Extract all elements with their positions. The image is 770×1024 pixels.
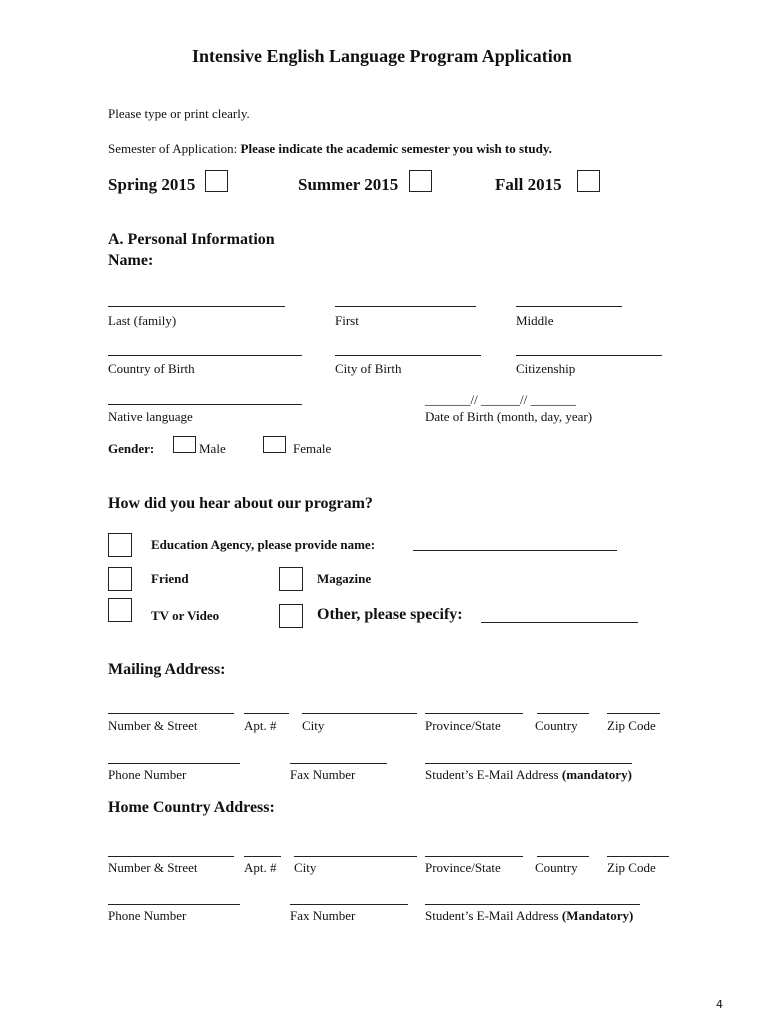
mailing-province-label: Province/State [425, 718, 501, 733]
home-apt-label: Apt. # [244, 860, 277, 875]
home-phone-line[interactable] [108, 904, 240, 905]
semester-label [108, 141, 552, 157]
referral-heading: How did you hear about our program? [108, 495, 373, 512]
mailing-apt-label: Apt. # [244, 718, 277, 733]
mailing-email-label-text: Student’s E-Mail Address [425, 767, 559, 782]
city-of-birth-line[interactable] [335, 355, 481, 356]
personal-info-heading: A. Personal Information [108, 231, 275, 248]
referral-friend-checkbox[interactable] [108, 567, 132, 591]
mailing-address-heading: Mailing Address: [108, 661, 226, 678]
semester-prompt: Please indicate the academic semester you wish to study. [240, 141, 552, 156]
semester-option-spring-label: Spring 2015 [108, 175, 196, 194]
referral-friend-label: Friend [151, 571, 189, 586]
referral-tv-label: TV or Video [151, 608, 220, 623]
mailing-city-line[interactable] [302, 713, 417, 714]
mailing-street-line[interactable] [108, 713, 234, 714]
referral-other-checkbox[interactable] [279, 604, 303, 628]
referral-tv-checkbox[interactable] [108, 598, 132, 622]
home-city-line[interactable] [294, 856, 417, 857]
home-street-label: Number & Street [108, 860, 198, 875]
mailing-city-label: City [302, 718, 325, 733]
home-fax-label: Fax Number [290, 908, 356, 923]
mailing-phone-line[interactable] [108, 763, 240, 764]
home-email-label [425, 908, 633, 924]
native-language-label: Native language [108, 409, 193, 424]
gender-male-checkbox[interactable] [173, 436, 196, 453]
city-of-birth-label: City of Birth [335, 361, 402, 376]
referral-agency-label: Education Agency, please provide name: [151, 537, 376, 552]
semester-spring-checkbox[interactable] [205, 170, 228, 192]
mailing-country-label: Country [535, 718, 578, 733]
referral-agency-checkbox[interactable] [108, 533, 132, 557]
semester-option-summer-label: Summer 2015 [298, 175, 399, 194]
last-name-line[interactable] [108, 306, 285, 307]
native-language-line[interactable] [108, 404, 302, 405]
home-email-mandatory: (Mandatory) [561, 908, 634, 923]
home-province-line[interactable] [425, 856, 523, 857]
last-name-label: Last (family) [108, 313, 177, 328]
home-country-label: Country [535, 860, 578, 875]
gender-female-checkbox[interactable] [263, 436, 286, 453]
home-zip-line[interactable] [607, 856, 669, 857]
mailing-zip-line[interactable] [607, 713, 660, 714]
home-country-line[interactable] [537, 856, 589, 857]
home-city-label: City [294, 860, 317, 875]
middle-name-line[interactable] [516, 306, 622, 307]
country-of-birth-line[interactable] [108, 355, 302, 356]
home-province-label: Province/State [425, 860, 501, 875]
gender-label: Gender: [108, 441, 155, 456]
middle-name-label: Middle [516, 313, 554, 328]
semester-option-fall-label: Fall 2015 [495, 175, 562, 194]
mailing-zip-label: Zip Code [607, 718, 656, 733]
citizenship-label: Citizenship [516, 361, 576, 376]
mailing-fax-line[interactable] [290, 763, 387, 764]
mailing-email-mandatory: (mandatory) [561, 767, 632, 782]
home-phone-label: Phone Number [108, 908, 187, 923]
page-title: Intensive English Language Program Application [192, 46, 572, 66]
first-name-label: First [335, 313, 359, 328]
gender-male-label: Male [199, 441, 226, 456]
first-name-line[interactable] [335, 306, 476, 307]
referral-magazine-checkbox[interactable] [279, 567, 303, 591]
semester-fall-checkbox[interactable] [577, 170, 600, 192]
home-street-line[interactable] [108, 856, 234, 857]
home-apt-line[interactable] [244, 856, 281, 857]
home-zip-label: Zip Code [607, 860, 656, 875]
home-email-label-text: Student’s E-Mail Address [425, 908, 559, 923]
name-heading: Name: [108, 252, 154, 269]
mailing-fax-label: Fax Number [290, 767, 356, 782]
semester-summer-checkbox[interactable] [409, 170, 432, 192]
gender-female-label: Female [293, 441, 332, 456]
instructions-text: Please type or print clearly. [108, 106, 250, 121]
mailing-email-line[interactable] [425, 763, 632, 764]
referral-magazine-label: Magazine [317, 571, 372, 586]
mailing-street-label: Number & Street [108, 718, 198, 733]
referral-other-line[interactable] [481, 622, 638, 623]
semester-label-text: Semester of Application: [108, 141, 238, 156]
mailing-country-line[interactable] [537, 713, 589, 714]
page-number: 4 [716, 998, 723, 1011]
date-of-birth-label: Date of Birth (month, day, year) [425, 409, 593, 424]
mailing-email-label [425, 767, 632, 783]
country-of-birth-label: Country of Birth [108, 361, 195, 376]
mailing-phone-label: Phone Number [108, 767, 187, 782]
referral-agency-name-line[interactable] [413, 550, 617, 551]
referral-other-label: Other, please specify: [317, 606, 463, 623]
home-address-heading: Home Country Address: [108, 799, 275, 816]
date-of-birth-blank[interactable]: _______// ______// _______ [425, 392, 576, 407]
mailing-apt-line[interactable] [244, 713, 289, 714]
home-email-line[interactable] [425, 904, 640, 905]
home-fax-line[interactable] [290, 904, 408, 905]
citizenship-line[interactable] [516, 355, 662, 356]
mailing-province-line[interactable] [425, 713, 523, 714]
